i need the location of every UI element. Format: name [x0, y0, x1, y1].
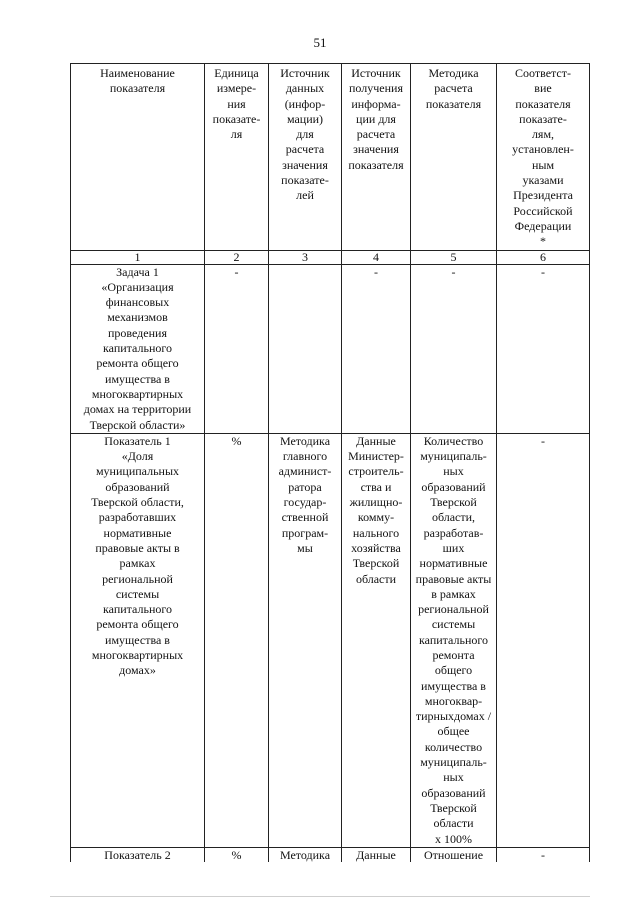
header-info-source: Источник получения информа- ции для расчета значения показателя — [342, 64, 411, 251]
column-number: 5 — [411, 250, 497, 264]
column-number: 3 — [269, 250, 342, 264]
table-row-indicator-2 — [71, 847, 590, 862]
table-cell: Задача 1 «Организация финансовых механизмов проведения капитального ремонта общего имущества в многоквартирных домах на территории Тверской области» — [71, 264, 205, 433]
table-cell: Данные Министер- строитель- ства и жилищно- комму- нального хозяйства Тверской области — [342, 433, 411, 847]
table-row-task-1 — [71, 264, 590, 433]
header-method: Методика расчета показателя — [411, 64, 497, 251]
table-cell: Показатель 1 «Доля муниципальных образований Тверской области, разработавших нормативные правовые акты в рамках региональной системы капитального ремонта общего имущества в многоквартирных домах» — [71, 433, 205, 847]
table-cell: Методика главного админист- ратора государ- ственной програм- мы — [269, 433, 342, 847]
table-cell: - — [205, 264, 269, 433]
column-number: 4 — [342, 250, 411, 264]
column-number: 2 — [205, 250, 269, 264]
table-cell: Данные — [342, 847, 411, 862]
table-cell: - — [497, 847, 590, 862]
table-row-indicator-1 — [71, 433, 590, 847]
indicators-table — [70, 63, 590, 862]
header-data-source: Источник данных (инфор- мации) для расчета значения показате- лей — [269, 64, 342, 251]
table-header-row — [71, 64, 590, 251]
header-presidential-compliance: Соответст- вие показателя показате- лям, установлен- ным указами Президента Российской Федерации * — [497, 64, 590, 251]
table-cell: - — [411, 264, 497, 433]
table-cell: - — [497, 264, 590, 433]
table-cell: - — [497, 433, 590, 847]
table-cell: - — [342, 264, 411, 433]
table-cell: Отношение — [411, 847, 497, 862]
page-number: 51 — [313, 35, 327, 50]
table-cell: % — [205, 433, 269, 847]
column-number-row — [71, 250, 590, 264]
page-bottom-edge — [50, 896, 590, 897]
column-number: 1 — [71, 250, 205, 264]
column-number: 6 — [497, 250, 590, 264]
table-cell: Показатель 2 — [71, 847, 205, 862]
table-cell: Количество муниципаль- ных образований Тверской области, разработав- ших нормативные правовые акты в рамках региональной системы капитального ремонта общего имущества в многоквар- тирныхдомах / общее количество муниципаль- ных образований Тверской области х 100% — [411, 433, 497, 847]
table-cell: % — [205, 847, 269, 862]
header-unit: Единица измере- ния показате- ля — [205, 64, 269, 251]
table-cell: Методика — [269, 847, 342, 862]
header-indicator-name: Наименование показателя — [71, 64, 205, 251]
table-cell — [269, 264, 342, 433]
